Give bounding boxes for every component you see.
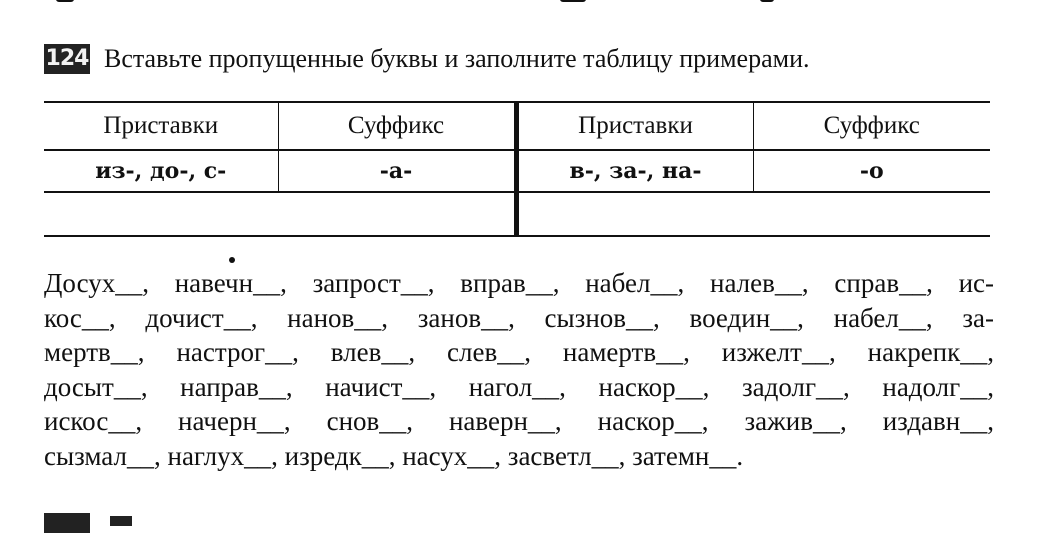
exercise-line: мертв__, настрог__, влев__, слев__, намертв__, изжелт__, накрепк__, bbox=[44, 337, 994, 367]
cropped-next-line bbox=[110, 516, 132, 526]
exercise-line: сызмал__, наглух__, изредк__, насух__, засветл__, затемн__. bbox=[44, 440, 744, 471]
table-answer-row bbox=[44, 192, 990, 236]
value-suffix-1: -а- bbox=[278, 150, 516, 192]
table-values-row bbox=[44, 150, 990, 192]
header-suffix-1: Суффикс bbox=[278, 102, 516, 150]
task-instruction: Вставьте пропущенные буквы и заполните таблицу примерами. bbox=[104, 44, 810, 73]
header-prefixes-1: Приставки bbox=[44, 102, 278, 150]
answer-cell-left[interactable] bbox=[44, 192, 516, 236]
value-suffix-2: -о bbox=[753, 150, 990, 192]
exercise-line: кос__, дочист__, нанов__, занов__, сызнов__, воедин__, набел__, за- bbox=[44, 302, 994, 333]
exercise-text bbox=[44, 266, 994, 473]
exercise-line: Досух__, навечн__, запрост__, вправ__, набел__, налев__, справ__, ис- bbox=[44, 268, 994, 298]
value-prefixes-2: в-, за-, на- bbox=[516, 150, 753, 192]
stray-dot bbox=[229, 257, 235, 263]
table-header-row bbox=[44, 102, 990, 150]
exercise-line: досыт__, направ__, начист__, нагол__, наскор__, задолг__, надолг__, bbox=[44, 371, 994, 402]
header-prefixes-2: Приставки bbox=[516, 102, 753, 150]
exercise-line: искос__, начерн__, снов__, наверн__, наскор__, зажив__, издавн__, bbox=[44, 406, 994, 436]
next-task-badge bbox=[44, 513, 90, 533]
header-suffix-2: Суффикс bbox=[753, 102, 990, 150]
cropped-previous-line bbox=[0, 0, 1048, 10]
task-number-badge: 124 bbox=[44, 44, 90, 74]
value-prefixes-1: из-, до-, с- bbox=[44, 150, 278, 192]
task-header bbox=[44, 44, 809, 74]
morpheme-table bbox=[44, 101, 990, 237]
answer-cell-right[interactable] bbox=[516, 192, 990, 236]
